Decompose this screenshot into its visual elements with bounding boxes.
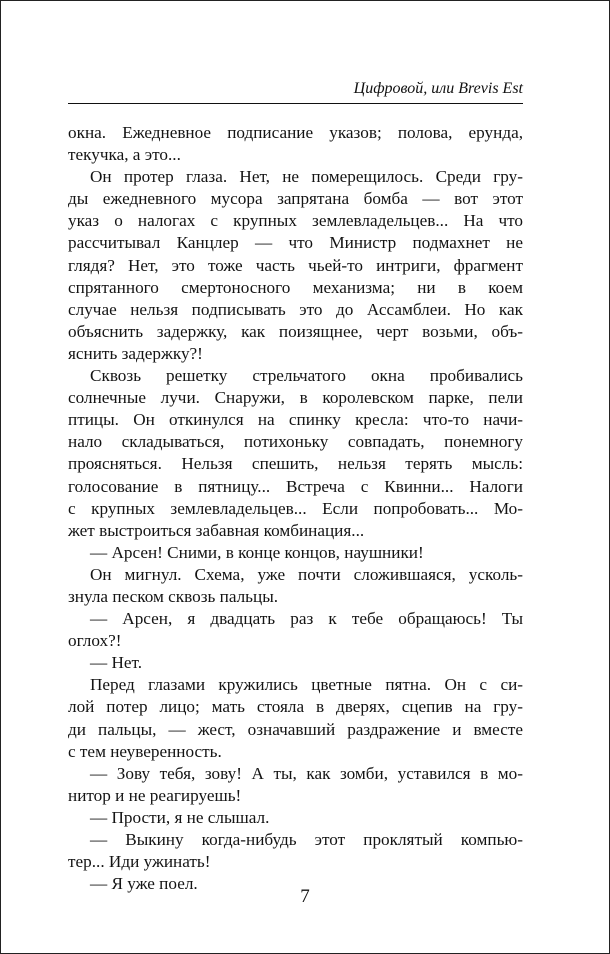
- text-line: Перед глазами кружились цветные пятна. Он с си-: [90, 675, 523, 695]
- running-head: Цифровой, или Brevis Est: [353, 80, 523, 97]
- text-line: нало складываться, потихоньку совпадать, понемногу: [68, 432, 523, 452]
- text-line: — Нет.: [90, 653, 143, 673]
- page-number: 7: [300, 886, 310, 907]
- text-line: окна. Ежедневное подписание указов; полова, ерунда,: [68, 123, 523, 142]
- text-line: спрятанного смертоносного механизма; ни в коем: [68, 277, 523, 297]
- text-line: жет выстроиться забавная комбинация...: [68, 520, 365, 540]
- text-line: голосование в пятницу... Встреча с Квинни... Налоги: [68, 476, 523, 496]
- text-line: ды ежедневного мусора запрятана бомба — вот этот: [68, 189, 523, 209]
- text-line: — Арсен, я двадцать раз к тебе обращаюсь! Ты: [90, 609, 523, 629]
- text-line: Он протер глаза. Нет, не померещилось. Среди гру-: [90, 167, 523, 187]
- text-line: глядя? Нет, это тоже часть чьей-то интриги, фрагмент: [68, 255, 523, 275]
- text-line: проясняться. Нельзя спешить, нельзя терять мысль:: [68, 454, 523, 474]
- text-line: с крупных землевладельцев... Если попробовать... Мо-: [68, 498, 523, 518]
- text-line: — Арсен! Сними, в конце концов, наушники!: [90, 542, 424, 562]
- text-line: ди пальцы, — жест, означавший раздражение и вместе: [68, 719, 523, 739]
- header-rule: [68, 103, 523, 104]
- text-line: Он мигнул. Схема, уже почти сложившаяся, усколь-: [90, 564, 523, 584]
- text-line: указ о налогах с крупных землевладельцев... На что: [68, 211, 523, 231]
- text-line: текучка, а это...: [68, 145, 181, 165]
- text-line: лой потер лицо; мать стояла в дверях, сцепив на гру-: [68, 697, 523, 717]
- text-line: — Я уже поел.: [90, 874, 198, 894]
- text-line: — Прости, я не слышал.: [90, 807, 270, 827]
- text-line: знула песком сквозь пальцы.: [68, 586, 279, 606]
- text-line: тер... Иди ужинать!: [68, 852, 211, 872]
- text-line: птицы. Он откинулся на спинку кресла: что-то начи-: [68, 410, 523, 430]
- text-line: яснить задержку?!: [68, 343, 203, 363]
- text-line: Сквозь решетку стрельчатого окна пробивались: [90, 366, 523, 386]
- text-line: случае нельзя подписывать это до Ассамблеи. Но как: [68, 299, 523, 319]
- text-line: рассчитывал Канцлер — что Министр подмахнет не: [68, 233, 523, 253]
- text-line: оглох?!: [68, 631, 122, 651]
- text-line: нитор и не реагируешь!: [68, 785, 242, 805]
- text-line: объяснить задержку, как поизящнее, черт возьми, объ-: [68, 321, 523, 341]
- text-line: — Зову тебя, зову! А ты, как зомби, уставился в мо-: [90, 763, 523, 783]
- text-line: солнечные лучи. Снаружи, в королевском парке, пели: [68, 388, 523, 408]
- text-line: — Выкину когда-нибудь этот проклятый компью-: [90, 830, 523, 849]
- body-text: [68, 122, 523, 895]
- text-line: с тем неуверенность.: [68, 741, 222, 761]
